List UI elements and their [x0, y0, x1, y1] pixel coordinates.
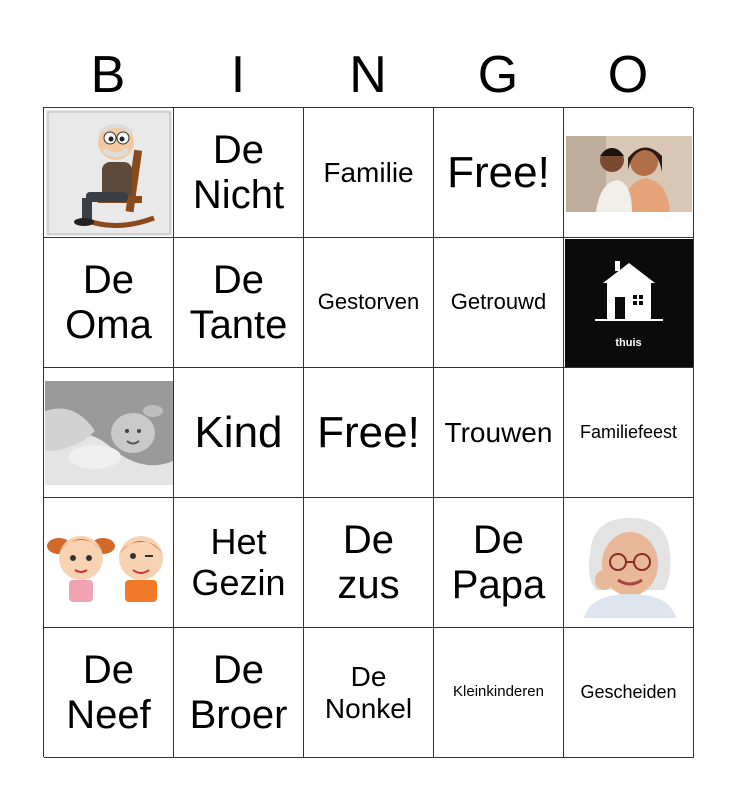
bingo-cell[interactable] [174, 108, 304, 238]
bingo-cell-text [447, 148, 550, 197]
house-icon-tile [565, 239, 693, 367]
bingo-cell[interactable] [174, 498, 304, 628]
bingo-cell-line: Trouwen [444, 416, 553, 448]
bingo-cell[interactable] [174, 238, 304, 368]
bingo-cell[interactable] [44, 238, 174, 368]
bingo-cell-text [66, 648, 151, 738]
two-kids-cartoon-icon [45, 518, 173, 608]
bingo-cell-line: Neef [66, 692, 151, 737]
grandma-photo [566, 508, 692, 618]
bingo-cell-line: Kind [194, 407, 283, 457]
bingo-cell-line: De [212, 257, 265, 302]
bingo-cell-line: zus [337, 562, 400, 607]
bingo-cell-line: De [350, 661, 387, 693]
bingo-cell[interactable] [44, 498, 174, 628]
bingo-cell[interactable] [434, 628, 564, 758]
bingo-cell-text [190, 648, 288, 738]
bingo-cell[interactable] [434, 108, 564, 238]
bingo-cell-line: Tante [189, 302, 288, 347]
bingo-cell-line: Kleinkinderen [453, 683, 544, 701]
mother-child-hug-photo [566, 110, 692, 236]
bingo-cell-line: Gescheiden [580, 682, 677, 703]
bingo-cell-line: Free! [447, 147, 550, 197]
bingo-cell[interactable] [564, 108, 694, 238]
bingo-cell[interactable] [564, 498, 694, 628]
header-letter-o: O [607, 46, 649, 104]
header-letter-g: G [477, 46, 519, 104]
bingo-cell[interactable] [304, 498, 434, 628]
bingo-cell-line: Oma [65, 302, 152, 347]
bingo-header [43, 42, 693, 108]
bingo-cell[interactable] [304, 628, 434, 758]
bingo-cell-line: De [342, 517, 395, 562]
bingo-cell-text [191, 522, 285, 603]
bingo-cell-line: De [212, 127, 265, 172]
bingo-cell-line: Familiefeest [579, 422, 678, 443]
bingo-cell-line: Broer [189, 692, 288, 737]
bingo-cell[interactable] [304, 108, 434, 238]
bingo-cell-text [445, 417, 553, 448]
bingo-cell-text [318, 290, 420, 315]
bingo-cell-text [65, 258, 152, 348]
bingo-cell-line: Nonkel [324, 692, 413, 724]
house-caption: thuis [615, 336, 642, 349]
bingo-grid [43, 107, 693, 757]
bingo-cell-line: Familie [323, 156, 414, 188]
bingo-cell-line: Gezin [191, 561, 286, 603]
bingo-cell-line: Nicht [192, 172, 285, 217]
house-icon [565, 239, 693, 339]
bingo-cell[interactable] [304, 368, 434, 498]
bingo-cell-line: De [82, 647, 135, 692]
bingo-cell[interactable] [564, 238, 694, 368]
bingo-cell-text [337, 518, 399, 608]
bingo-cell-text [580, 682, 676, 702]
bingo-cell-line: Free! [317, 407, 420, 457]
bingo-cell[interactable] [174, 628, 304, 758]
bingo-cell-line: De [472, 517, 525, 562]
bingo-cell-line: De [82, 257, 135, 302]
bingo-cell-text [453, 684, 544, 701]
bingo-cell[interactable] [44, 628, 174, 758]
grandpa-rocking-chair-icon [46, 110, 172, 236]
bingo-cell[interactable] [564, 628, 694, 758]
header-letter-i: I [230, 46, 246, 104]
bingo-cell-text [452, 518, 545, 608]
bingo-cell[interactable] [434, 238, 564, 368]
bingo-cell-line: Gestorven [317, 289, 420, 315]
bingo-cell[interactable] [44, 108, 174, 238]
bingo-cell-text [451, 290, 546, 315]
bingo-cell-text [194, 408, 282, 457]
bingo-cell-line: Papa [451, 562, 546, 607]
bingo-cell[interactable] [434, 498, 564, 628]
bingo-cell-line: Het [210, 521, 267, 563]
bingo-cell[interactable] [564, 368, 694, 498]
bingo-cell-text [323, 157, 413, 188]
bingo-cell-text [190, 258, 288, 348]
bingo-cell-text [317, 408, 420, 457]
bingo-cell[interactable] [304, 238, 434, 368]
bingo-cell-text [325, 661, 412, 724]
bingo-cell-text [193, 128, 284, 218]
bingo-cell-line: Getrouwd [450, 289, 547, 315]
header-letter-b: B [90, 46, 126, 104]
baby-photo [45, 381, 173, 485]
bingo-cell-line: De [212, 647, 265, 692]
bingo-cell-text [580, 422, 677, 442]
bingo-cell[interactable] [434, 368, 564, 498]
header-letter-n: N [349, 46, 387, 104]
bingo-cell[interactable] [174, 368, 304, 498]
bingo-cell[interactable] [44, 368, 174, 498]
